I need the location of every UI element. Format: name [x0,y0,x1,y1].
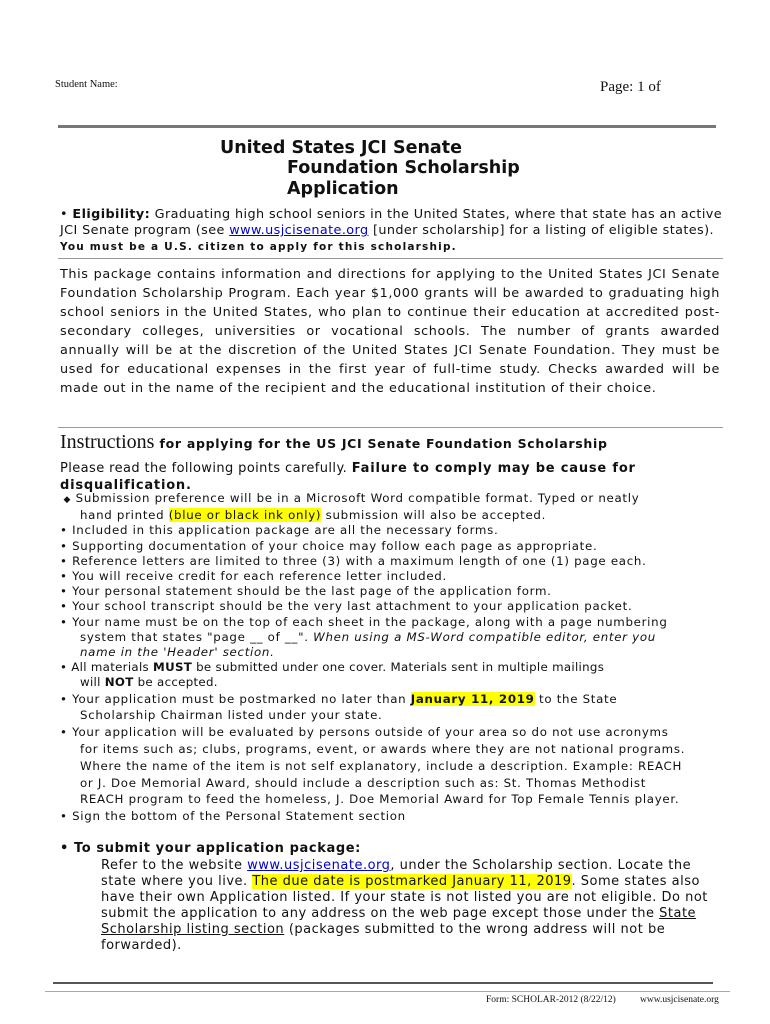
list-item: • Your application must be postmarked no later than January 11, 2019 to the State [60,691,618,706]
instructions-list [60,491,740,825]
list-item: REACH program to feed the homeless, J. Doe Memorial Award for Top Female Tennis player. [80,792,680,807]
ink-color-highlight: (blue or black ink only) [168,508,322,523]
submit-heading: • To submit your application package: [60,841,361,856]
page-number-label: Page: 1 of [600,79,661,95]
list-item: Where the name of the item is not self explanatory, include a description. Example: REACH [80,758,683,773]
list-item: • Included in this application package are all the necessary forms. [60,523,499,538]
list-item: system that states "page __ of __". When using a MS-Word compatible editor, enter you [80,629,656,644]
list-item: will NOT be accepted. [80,675,218,690]
title-line-1: United States JCI Senate [220,138,462,158]
list-item: hand printed (blue or black ink only) submission will also be accepted. [80,508,547,523]
title-line-2: Foundation Scholarship [287,158,520,178]
citizenship-note: You must be a U.S. citizen to apply for this scholarship. [60,241,457,253]
please-text: Please read the following points carefully. [60,461,352,476]
eligibility-text: Graduating high school seniors in the United States, where that state has an active JCI Senate program (see [60,207,723,238]
title-line-3: Application [287,179,399,199]
section-divider [58,427,723,428]
footer-form-id: Form: SCHOLAR-2012 (8/22/12) [486,995,616,1005]
list-item: • Your name must be on the top of each sheet in the package, along with a page numbering [60,614,668,629]
eligibility-text-2: [under scholarship] for a listing of eligible states). [368,223,714,238]
diamond-bullet-icon: ◆ [60,495,72,505]
footer-url: www.usjcisenate.org [640,995,719,1005]
list-item: Scholarship Chairman listed under your state. [80,708,383,723]
eligibility-label: Eligibility: [72,207,151,222]
state-listing-reference: State Scholarship listing section [101,906,697,937]
list-item: ◆ Submission preference will be in a Microsoft Word compatible format. Typed or neatly [60,491,640,505]
disqualification-warning: Failure to comply may be cause for disqualification. [60,461,636,493]
bullet: • [60,207,68,222]
submit-instructions: Refer to the website www.usjcisenate.org, under the Scholarship section. Locate the state where you live. The due date is postmarked January 11, 2019. Some states also have their own Application listed. If your state is not listed you are not eligible. Do not submit the application to any address on the web page except those under the State Scholarship listing section (packages submitted to the wrong address will not be forwarded). [101,858,708,953]
header-divider [58,125,716,128]
instructions-subtitle: for applying for the US JCI Senate Foundation Scholarship [154,436,608,451]
list-item: • Your school transcript should be the very last attachment to your application packet. [60,599,633,614]
list-item: • Your application will be evaluated by persons outside of your area so do not use acronyms [60,725,669,740]
list-item: • Sign the bottom of the Personal Statement section [60,809,406,824]
list-item: • Supporting documentation of your choice may follow each page as appropriate. [60,538,598,553]
list-item: • All materials MUST be submitted under one cover. Materials sent in multiple mailings [60,660,605,675]
eligibility-section [60,207,725,255]
deadline-highlight: January 11, 2019 [410,691,535,706]
list-item: • You will receive credit for each reference letter included. [60,569,447,584]
due-date-highlight: The due date is postmarked January 11, 2019 [252,874,572,889]
intro-paragraph: This package contains information and directions for applying to the United States JCI Senate Foundation Scholarship Program. Each year $1,000 grants will be awarded to graduating high school seniors in the United States, who plan to continue their education at accredited post-secondary colleges, universities or vocational schools. The number of grants awarded annually will be at the discretion of the United States JCI Senate Foundation. They must be used for educational expenses in the first year of full-time study. Checks awarded will be made out in the name of the recipient and the educational institution of their choice. [60,267,720,396]
section-divider [58,258,723,259]
eligibility-website-link[interactable]: www.usjcisenate.org [229,223,369,238]
student-name-label: Student Name: [55,79,118,90]
footer-divider-thin [45,991,730,992]
list-item: • Reference letters are limited to three (3) with a maximum length of one (1) page each. [60,553,647,568]
footer-divider [53,982,713,984]
instructions-heading [60,431,608,454]
instructions-title: Instructions [60,431,155,453]
list-item: or J. Doe Memorial Award, should include a description such as: St. Thomas Methodist [80,775,647,790]
instructions-intro [60,460,720,494]
list-item: • Your personal statement should be the last page of the application form. [60,584,552,599]
list-item: name in the 'Header' section. [80,645,275,660]
list-item: for items such as; clubs, programs, event, or awards where they are not national programs. [80,742,686,757]
submit-website-link[interactable]: www.usjcisenate.org [247,858,391,873]
